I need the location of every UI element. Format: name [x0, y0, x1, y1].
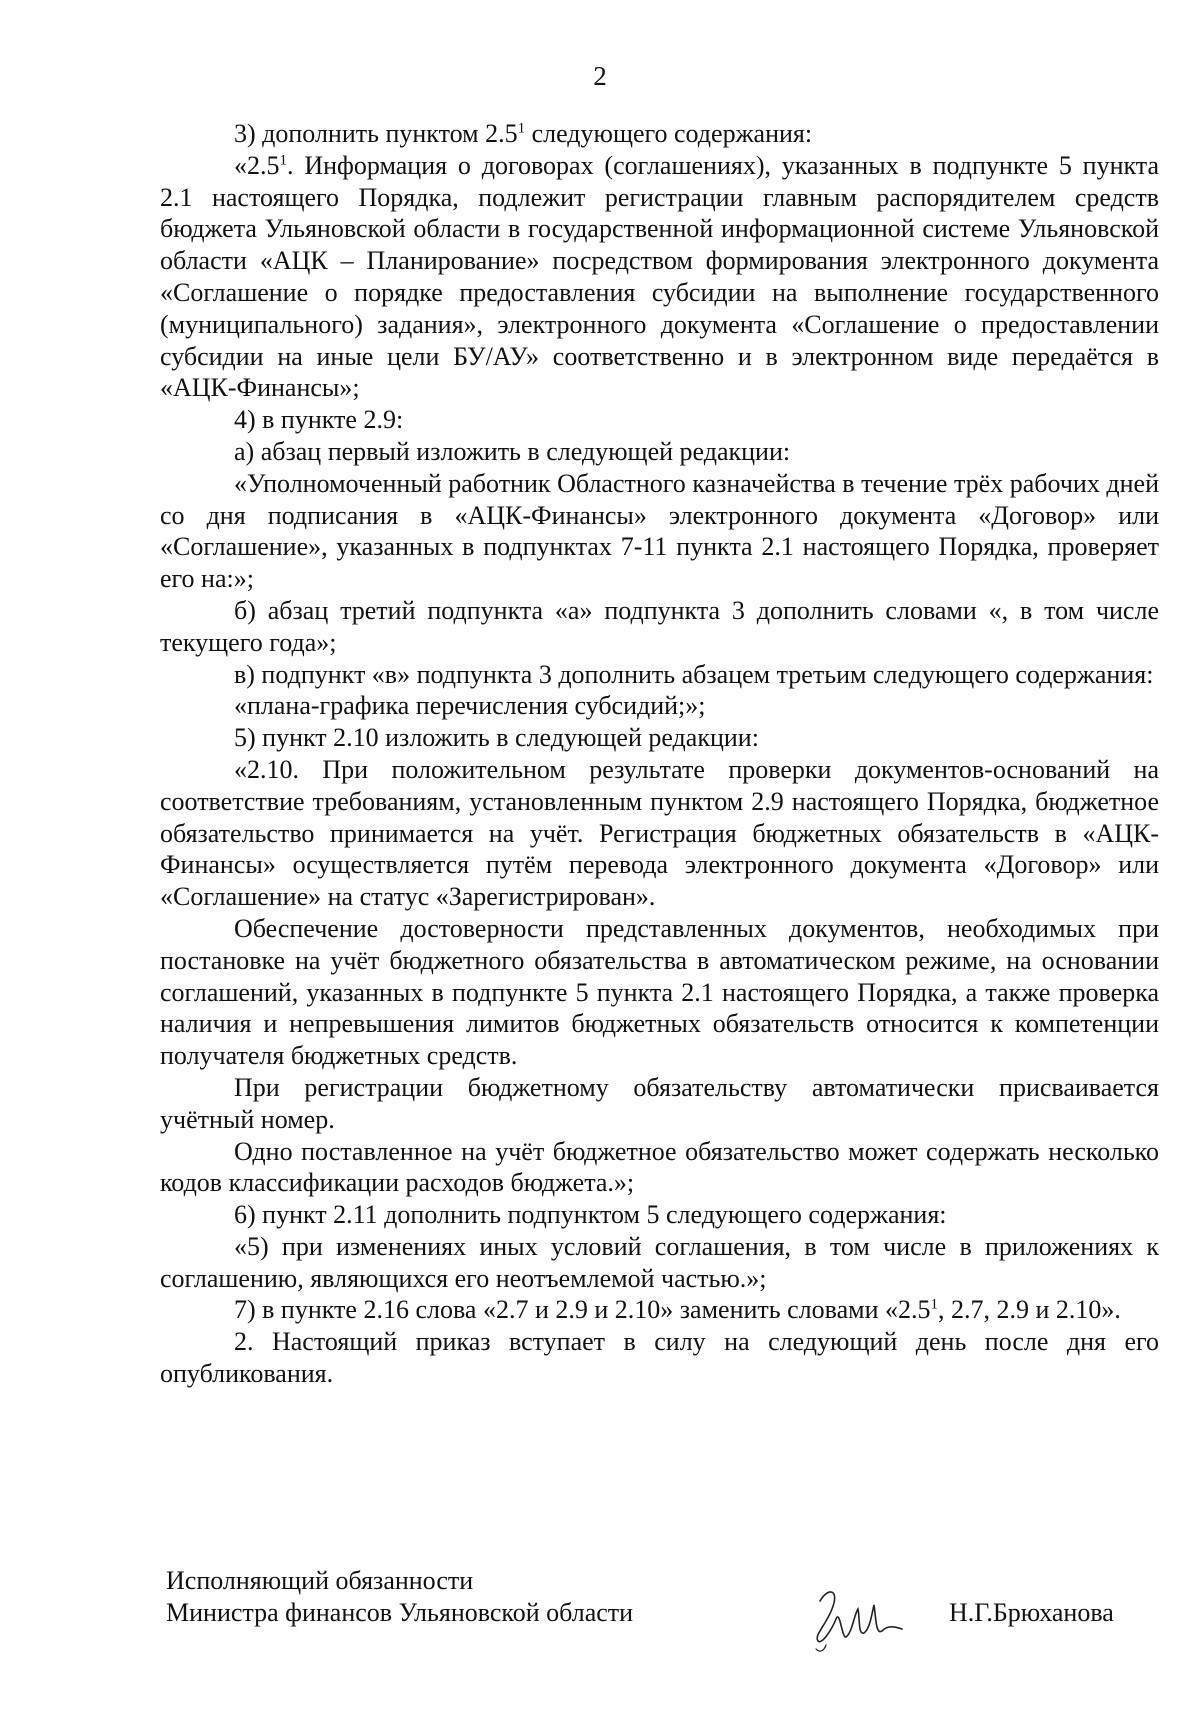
text-run: , 2.7, 2.9 и 2.10». [937, 1295, 1121, 1325]
paragraph-item-6: 6) пункт 2.11 дополнить подпунктом 5 следующего содержания: [234, 1200, 947, 1230]
page-number: 2 [593, 61, 607, 91]
signer-name: Н.Г.Брюханова [949, 1598, 1114, 1627]
paragraph-quote-5: «5) при изменениях иных условий соглашения, в том числе в приложениях к соглашению, являющихся его неотъемлемой частью.»; [160, 1231, 1159, 1293]
paragraph-item-4: 4) в пункте 2.9: [234, 405, 404, 435]
text-run: . Информация о договорах (соглашениях), указанных в подпункте 5 пункта 2.1 настоящего Порядка, подлежит регистрации главным распорядителем средств бюджета Ульяновской области в государственной информационной системе Ульяновской области «АЦК – Планирование» посредством формирования электронного документа «Соглашение о порядке предоставления субсидии на выполнение государственного (муниципального) задания», электронного документа «Соглашение о предоставлении субсидии на иные цели БУ/АУ» соответственно и в электронном виде передаётся в «АЦК-Финансы»; [160, 150, 1159, 403]
document-body [160, 118, 1159, 1390]
paragraph-subitem-v: в) подпункт «в» подпункта 3 дополнить абзацем третьим следующего содержания: [234, 659, 1154, 689]
paragraph-item-3 [160, 118, 1159, 150]
paragraph-subitem-a: а) абзац первый изложить в следующей редакции: [234, 436, 791, 466]
paragraph-effective-date: 2. Настоящий приказ вступает в силу на следующий день после дня его опубликования. [160, 1327, 1159, 1389]
paragraph-budget-codes: Одно поставленное на учёт бюджетное обязательство может содержать несколько кодов классификации расходов бюджета.»; [160, 1136, 1159, 1198]
text-run: следующего содержания: [525, 119, 813, 148]
paragraph-item-5: 5) пункт 2.10 изложить в следующей редакции: [234, 723, 759, 753]
paragraph-clause-2-5-1 [160, 150, 1159, 404]
paragraph-reliability: Обеспечение достоверности представленных документов, необходимых при постановке на учёт бюджетного обязательства в автоматическом режиме, на основании соглашений, указанных в подпункте 5 пункта 2.1 настоящего Порядка, а также проверка наличия и непревышения лимитов бюджетных обязательств относится к компетенции получателя бюджетных средств. [160, 913, 1159, 1071]
paragraph-item-7 [160, 1294, 1159, 1326]
superscript: 1 [930, 1296, 938, 1313]
text-run: «2.5 [234, 150, 280, 180]
text-run: 3) дополнить пунктом 2.5 [234, 119, 518, 148]
superscript: 1 [517, 120, 526, 137]
paragraph-clause-2-10: «2.10. При положительном результате проверки документов-оснований на соответствие требованиям, установленным пунктом 2.9 настоящего Порядка, бюджетное обязательство принимается на учёт. Регистрация бюджетных обязательств в «АЦК-Финансы» осуществляется путём перевода электронного документа «Договор» или «Соглашение» на статус «Зарегистрирован». [160, 754, 1159, 912]
superscript: 1 [279, 152, 287, 169]
signer-title-line-2: Министра финансов Ульяновской области [166, 1598, 634, 1627]
signer-title-line-1: Исполняющий обязанности [166, 1566, 474, 1595]
paragraph-quote-authorized-worker: «Уполномоченный работник Областного казначейства в течение трёх рабочих дней со дня подписания в «АЦК-Финансы» электронного документа «Договор» или «Соглашение», указанных в подпунктах 7-11 пункта 2.1 настоящего Порядка, проверяет его на:»; [160, 468, 1159, 594]
signature-block [166, 1565, 1146, 1685]
paragraph-subitem-b: б) абзац третий подпункта «а» подпункта 3 дополнить словами «, в том числе текущего года»; [160, 595, 1159, 657]
paragraph-quote-plan-schedule: «плана-графика перечисления субсидий;»; [234, 691, 706, 721]
paragraph-registration-number: При регистрации бюджетному обязательству автоматически присваивается учётный номер. [160, 1072, 1159, 1134]
handwritten-signature [806, 1579, 916, 1659]
text-run: 7) в пункте 2.16 слова «2.7 и 2.9 и 2.10» заменить словами «2.5 [234, 1295, 931, 1325]
